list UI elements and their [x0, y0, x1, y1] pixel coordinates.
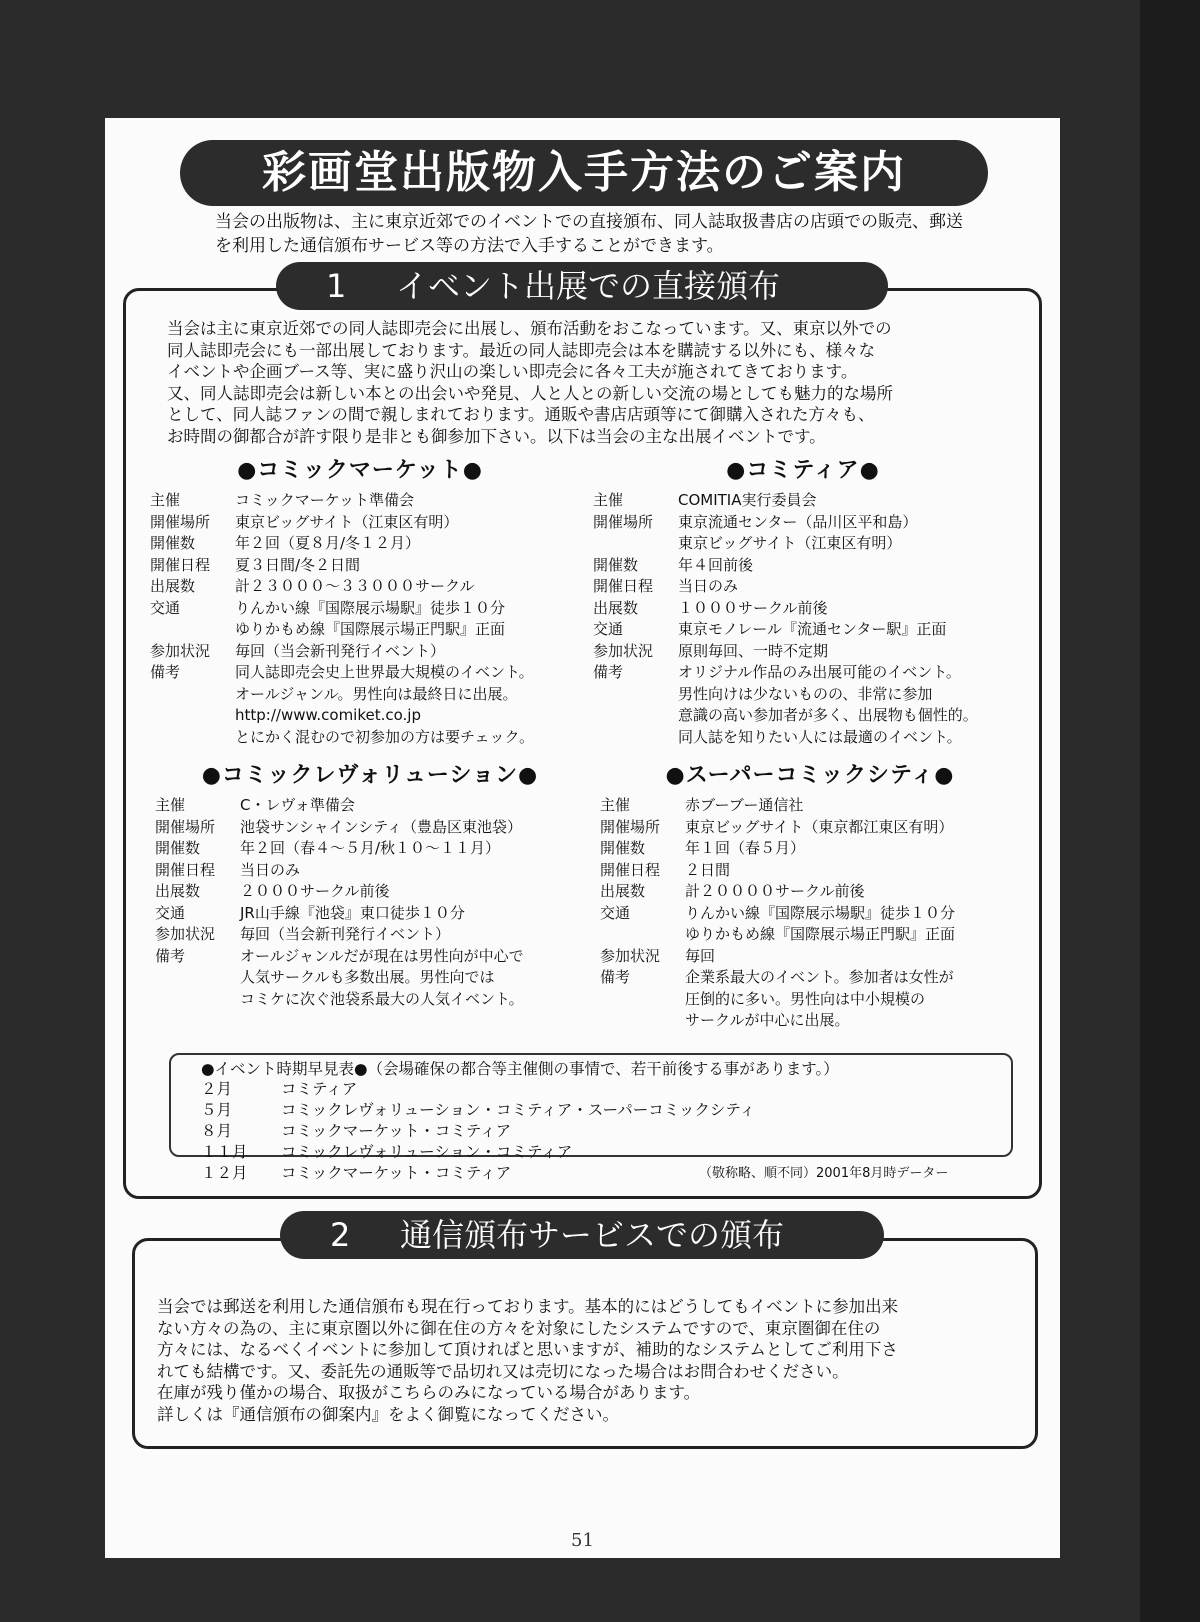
section1-title: イベント出展での直接頒布 [396, 267, 781, 305]
schedule-events: コミックマーケット・コミティア [281, 1164, 512, 1182]
event-title: ●コミックマーケット● [237, 458, 483, 483]
schedule-month: １２月 [201, 1164, 248, 1182]
detail-row [150, 533, 570, 555]
detail-row [593, 705, 1013, 727]
schedule-month: ２月 [201, 1080, 233, 1098]
detail-value: 年４回前後 [678, 555, 754, 574]
detail-label: 開催日程 [593, 577, 654, 595]
detail-row [593, 490, 1013, 512]
detail-row [593, 619, 1013, 641]
detail-row [150, 684, 570, 706]
paragraph-line: 又、同人誌即売会は新しい本との出会いや発見、人と人との新しい交流の場としても魅力的な場所 [167, 383, 893, 403]
detail-row [600, 795, 1020, 817]
detail-value: 原則毎回、一時不定期 [678, 641, 829, 660]
detail-value: コミックマーケット準備会 [235, 491, 414, 509]
paragraph-line: イベントや企画ブース等、実に盛り沢山の楽しい即売会に各々工夫が施されてきております。 [167, 362, 858, 381]
detail-label: 参加状況 [155, 925, 216, 943]
event-title: ●スーパーコミックシティ● [665, 763, 955, 788]
detail-value: りんかい線『国際展示場駅』徒歩１０分 [235, 598, 506, 617]
detail-value: ２日間 [685, 860, 731, 879]
detail-row [155, 967, 585, 989]
detail-value: 同人誌即売会史上世界最大規模のイベント。 [235, 663, 534, 681]
detail-value: 赤ブーブー通信社 [685, 796, 804, 814]
detail-value: 計２００００サークル前後 [685, 882, 865, 900]
detail-label: 備考 [600, 968, 631, 986]
detail-label: 開催日程 [600, 860, 661, 879]
detail-row [593, 576, 1013, 598]
detail-value: 計２３０００～３３０００サークル [235, 577, 475, 595]
paragraph-line: 方々には、なるべくイベントに参加して頂ければと思いますが、補助的なシステムとしてご利用下さ [157, 1340, 898, 1359]
schedule-month: ８月 [201, 1122, 233, 1140]
paragraph-line: 当会は主に東京近郊での同人誌即売会に出展し、頒布活動をおこなっています。又、東京以外での [167, 319, 892, 338]
detail-label: 参加状況 [600, 946, 661, 965]
detail-row [600, 1010, 1020, 1032]
paragraph-line: れても結構です。又、委託先の通販等で品切れ又は売切になった場合はお問合わせください。 [157, 1361, 849, 1381]
detail-label: 交通 [150, 598, 181, 617]
detail-value: 年２回（夏８月/冬１２月） [235, 534, 421, 552]
detail-label [150, 705, 235, 727]
detail-label: 参加状況 [150, 641, 211, 660]
paragraph-line: お時間の御都合が許す限り是非とも御参加下さい。以下は当会の主な出展イベントです。 [167, 426, 826, 446]
detail-label: 出展数 [593, 598, 639, 617]
detail-label [593, 727, 678, 749]
detail-row [600, 817, 1020, 839]
detail-label: 備考 [155, 946, 186, 965]
detail-row [593, 641, 1013, 663]
section2-paragraph [157, 1296, 1007, 1425]
schedule-month: ５月 [201, 1101, 233, 1119]
schedule-row [171, 1100, 1011, 1121]
detail-value: オリジナル作品のみ出展可能のイベント。 [678, 663, 961, 681]
page-number: 51 [571, 1530, 594, 1551]
detail-value: 男性向けは少ないものの、非常に参加 [678, 684, 933, 703]
document-page [105, 118, 1060, 1558]
detail-label: 出展数 [150, 577, 196, 595]
section2-title: 通信頒布サービスでの頒布 [400, 1216, 785, 1254]
detail-label: 開催日程 [150, 555, 211, 574]
section1-number: 1 [326, 267, 347, 305]
detail-row [593, 555, 1013, 577]
detail-value: 年２回（春４～５月/秋１０～１１月） [240, 839, 501, 857]
event-comic-market [150, 453, 570, 748]
detail-row [150, 555, 570, 577]
detail-row [150, 576, 570, 598]
detail-row [593, 684, 1013, 706]
schedule-row [171, 1142, 1011, 1163]
paragraph-line: として、同人誌ファンの間で親しまれております。通販や書店店頭等にて御購入された方々も、 [167, 405, 875, 424]
event-comitia [593, 453, 1013, 748]
detail-label: 参加状況 [593, 641, 654, 660]
detail-row [600, 989, 1020, 1011]
detail-value: １０００サークル前後 [678, 598, 828, 617]
schedule-events: コミックレヴォリューション・コミティア・スーパーコミックシティ [281, 1101, 756, 1119]
schedule-events: コミックマーケット・コミティア [281, 1122, 512, 1140]
detail-label: 開催数 [593, 555, 639, 574]
detail-label: 主催 [600, 796, 631, 814]
event-comic-revolution [155, 758, 585, 1010]
detail-row [600, 881, 1020, 903]
detail-row [593, 662, 1013, 684]
detail-row [155, 838, 585, 860]
detail-label: 出展数 [600, 882, 646, 900]
detail-value: ２０００サークル前後 [240, 882, 390, 900]
detail-label: 開催日程 [155, 860, 216, 879]
detail-row [600, 860, 1020, 882]
event-details [150, 490, 570, 748]
section2-heading [280, 1211, 884, 1259]
detail-value: とにかく混むので初参加の方は要チェック。 [235, 727, 534, 746]
detail-value: 当日のみ [678, 577, 739, 595]
detail-row [155, 817, 585, 839]
detail-label [593, 684, 678, 706]
detail-value: 東京ビッグサイト（江東区有明） [678, 534, 902, 552]
section2-number: 2 [330, 1216, 351, 1254]
detail-row [155, 881, 585, 903]
detail-value: オールジャンルだが現在は男性向が中心で [240, 946, 524, 965]
detail-label: 交通 [155, 903, 186, 922]
detail-row [150, 727, 570, 749]
schedule-events: コミティア [281, 1080, 358, 1098]
detail-label: 出展数 [155, 882, 201, 900]
detail-value: 東京ビッグサイト（東京都江東区有明） [685, 817, 954, 836]
detail-value: サークルが中心に出展。 [685, 1011, 850, 1029]
detail-row [150, 705, 570, 727]
schedule-events: コミックレヴォリューション・コミティア [281, 1143, 573, 1161]
detail-label: 備考 [593, 663, 624, 681]
detail-value: 圧倒的に多い。男性向は中小規模の [685, 989, 926, 1008]
detail-row [155, 924, 585, 946]
detail-label: 主催 [155, 796, 186, 814]
detail-label: 開催数 [600, 839, 646, 857]
detail-value: JR山手線『池袋』東口徒歩１０分 [240, 903, 465, 922]
event-title: ●コミティア● [726, 458, 880, 483]
detail-value: 当日のみ [240, 860, 301, 879]
detail-value: C・レヴォ準備会 [240, 796, 355, 814]
detail-label [150, 619, 235, 641]
detail-label [155, 967, 240, 989]
event-details [593, 490, 1013, 748]
detail-value: りんかい線『国際展示場駅』徒歩１０分 [685, 903, 956, 922]
data-note: （敬称略、順不同）2001年8月時データー [699, 1166, 949, 1181]
detail-row [600, 924, 1020, 946]
detail-row [600, 967, 1020, 989]
detail-row [150, 619, 570, 641]
detail-row [155, 946, 585, 968]
detail-row [150, 662, 570, 684]
paragraph-line: 在庫が残り僅かの場合、取扱がこちらのみになっている場合があります。 [157, 1383, 701, 1402]
detail-row [593, 598, 1013, 620]
detail-value: 毎回（当会新刊発行イベント） [240, 925, 451, 943]
detail-row [155, 989, 585, 1011]
detail-label: 開催数 [155, 839, 201, 857]
detail-row [600, 903, 1020, 925]
scan-border [1140, 0, 1200, 1622]
detail-value: ゆりかもめ線『国際展示場正門駅』正面 [235, 620, 506, 638]
detail-row [600, 946, 1020, 968]
detail-label [600, 924, 685, 946]
detail-value: オールジャンル。男性向は最終日に出展。 [235, 684, 518, 703]
detail-row [155, 795, 585, 817]
event-super-comic-city [600, 758, 1020, 1032]
detail-label: 開催数 [150, 534, 196, 552]
intro-text: 当会の出版物は、主に東京近郊でのイベントでの直接頒布、同人誌取扱書店の店頭での販売、郵送を利用した通信頒布サービス等の方法で入手することができます。 [215, 212, 963, 256]
detail-row [155, 860, 585, 882]
detail-label [600, 989, 685, 1011]
detail-value: 毎回（当会新刊発行イベント） [235, 641, 446, 660]
detail-row [593, 727, 1013, 749]
detail-value: 企業系最大のイベント。参加者は女性が [685, 968, 954, 986]
detail-row [150, 598, 570, 620]
detail-label [155, 989, 240, 1011]
paragraph-line: 詳しくは『通信頒布の御案内』をよく御覧になってください。 [157, 1404, 619, 1424]
schedule-row [171, 1121, 1011, 1142]
detail-value: ゆりかもめ線『国際展示場正門駅』正面 [685, 925, 956, 943]
detail-row [593, 533, 1013, 555]
detail-value: 東京流通センター（品川区平和島） [678, 512, 918, 531]
detail-label: 備考 [150, 663, 181, 681]
detail-label: 交通 [593, 620, 624, 638]
detail-label [150, 684, 235, 706]
schedule-month: １１月 [201, 1143, 248, 1161]
detail-value: 年１回（春５月） [685, 839, 806, 857]
detail-value: コミケに次ぐ池袋系最大の人気イベント。 [240, 989, 524, 1008]
detail-value: http://www.comiket.co.jp [235, 706, 421, 724]
section1-paragraph [167, 318, 1007, 447]
detail-label [150, 727, 235, 749]
detail-row [593, 512, 1013, 534]
detail-label: 開催場所 [593, 512, 654, 531]
detail-label [593, 705, 678, 727]
detail-row [155, 903, 585, 925]
detail-label [593, 533, 678, 555]
detail-label [600, 1010, 685, 1032]
detail-label: 交通 [600, 903, 631, 922]
detail-value: 夏３日間/冬２日間 [235, 555, 361, 574]
page-title: 彩画堂出版物入手方法のご案内 [180, 140, 988, 206]
detail-value: COMITIA実行委員会 [678, 491, 817, 509]
detail-label: 開催場所 [600, 817, 661, 836]
detail-value: 毎回 [685, 946, 716, 965]
paragraph-line: 同人誌即売会にも一部出展しております。最近の同人誌即売会は本を購読する以外にも、様々な [167, 340, 876, 360]
section1-heading [276, 262, 888, 310]
schedule-heading: ●イベント時期早見表●（会場確保の都合等主催側の事情で、若干前後する事があります。） [201, 1060, 839, 1078]
detail-row [150, 490, 570, 512]
event-details [155, 795, 585, 1010]
detail-value: 東京ビッグサイト（江東区有明） [235, 512, 459, 531]
detail-row [600, 838, 1020, 860]
paragraph-line: ない方々の為の、主に東京圏以外に御在住の方々を対象にしたシステムですので、東京圏御在住の [157, 1318, 881, 1338]
event-title: ●コミックレヴォリューション● [201, 763, 539, 788]
paragraph-line: 当会では郵送を利用した通信頒布も現在行っております。基本的にはどうしてもイベントに参加出来 [157, 1297, 899, 1316]
detail-value: 同人誌を知りたい人には最適のイベント。 [678, 727, 962, 746]
detail-label: 主催 [150, 491, 181, 509]
event-details [600, 795, 1020, 1032]
detail-row [150, 512, 570, 534]
detail-label: 開催場所 [155, 817, 216, 836]
detail-row [150, 641, 570, 663]
detail-value: 東京モノレール『流通センター駅』正面 [678, 620, 947, 638]
detail-value: 池袋サンシャインシティ（豊島区東池袋） [240, 817, 523, 836]
detail-label: 主催 [593, 491, 624, 509]
detail-value: 意識の高い参加者が多く、出展物も個性的。 [678, 706, 978, 724]
detail-value: 人気サークルも多数出展。男性向では [240, 968, 495, 986]
detail-label: 開催場所 [150, 512, 211, 531]
schedule-row [171, 1079, 1011, 1100]
